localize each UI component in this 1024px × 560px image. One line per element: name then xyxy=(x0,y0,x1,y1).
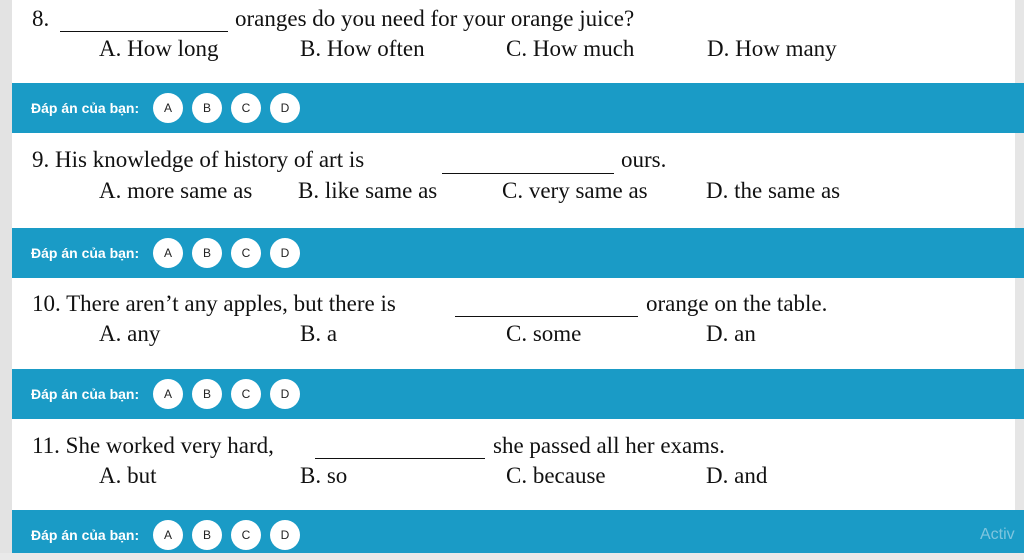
activate-watermark: Activ xyxy=(980,526,1015,543)
question-11-text-start: 11. She worked very hard, xyxy=(32,433,274,458)
question-8-text: oranges do you need for your orange juice? xyxy=(235,6,635,31)
answer-bar-10 xyxy=(12,369,1024,419)
question-8-option-a: A. How long xyxy=(99,36,219,61)
answer-bar-8 xyxy=(12,83,1024,133)
left-margin xyxy=(0,0,12,553)
question-9-option-d: D. the same as xyxy=(706,178,841,203)
question-9-text-end: ours. xyxy=(621,147,667,172)
answer-bar-11 xyxy=(12,510,1024,553)
question-11-option-c: C. because xyxy=(506,463,606,488)
question-9-blank xyxy=(442,173,614,174)
answer-10-choice-b[interactable]: B xyxy=(192,379,222,409)
answer-10-choice-c[interactable]: C xyxy=(231,379,261,409)
question-9-option-c: C. very same as xyxy=(502,178,648,203)
answer-bar-label: Đáp án của bạn: xyxy=(31,100,140,116)
answer-11-choice-c[interactable]: C xyxy=(231,520,261,550)
answer-bar-label: Đáp án của bạn: xyxy=(31,386,140,402)
answer-8-choice-c[interactable]: C xyxy=(231,93,261,123)
answer-9-choice-b[interactable]: B xyxy=(192,238,222,268)
question-9-option-b: B. like same as xyxy=(298,178,438,203)
question-8-option-d: D. How many xyxy=(707,36,837,61)
answer-bar-label: Đáp án của bạn: xyxy=(31,245,140,261)
question-10-text-end: orange on the table. xyxy=(646,291,828,316)
answer-11-choice-d[interactable]: D xyxy=(270,520,300,550)
question-10-blank xyxy=(455,316,638,317)
question-11-panel xyxy=(12,419,1015,510)
question-10-text-start: 10. There aren’t any apples, but there is xyxy=(32,291,396,316)
answer-10-choice-d[interactable]: D xyxy=(270,379,300,409)
question-11-option-a: A. but xyxy=(99,463,157,488)
answer-8-choice-a[interactable]: A xyxy=(153,93,183,123)
question-11-option-d: D. and xyxy=(706,463,768,488)
question-8-number: 8. xyxy=(32,6,50,31)
answer-bar-9 xyxy=(12,228,1024,278)
question-11-blank xyxy=(315,458,485,459)
question-10-option-c: C. some xyxy=(506,321,582,346)
answer-9-choice-a[interactable]: A xyxy=(153,238,183,268)
question-10-option-b: B. a xyxy=(300,321,338,346)
answer-8-choice-b[interactable]: B xyxy=(192,93,222,123)
answer-10-choice-a[interactable]: A xyxy=(153,379,183,409)
answer-9-choice-d[interactable]: D xyxy=(270,238,300,268)
question-8-option-c: C. How much xyxy=(506,36,635,61)
question-9-panel xyxy=(12,133,1015,228)
question-10-option-a: A. any xyxy=(99,321,161,346)
question-11-text-end: she passed all her exams. xyxy=(493,433,725,458)
question-9-text-start: 9. His knowledge of history of art is xyxy=(32,147,365,172)
answer-9-choice-c[interactable]: C xyxy=(231,238,261,268)
question-10-option-d: D. an xyxy=(706,321,756,346)
answer-11-choice-b[interactable]: B xyxy=(192,520,222,550)
question-10-panel xyxy=(12,278,1015,369)
answer-11-choice-a[interactable]: A xyxy=(153,520,183,550)
answer-bar-label: Đáp án của bạn: xyxy=(31,527,140,543)
question-11-option-b: B. so xyxy=(300,463,348,488)
question-8-panel xyxy=(12,0,1015,83)
question-9-option-a: A. more same as xyxy=(99,178,253,203)
question-8-option-b: B. How often xyxy=(300,36,425,61)
answer-8-choice-d[interactable]: D xyxy=(270,93,300,123)
question-8-blank xyxy=(60,31,228,32)
